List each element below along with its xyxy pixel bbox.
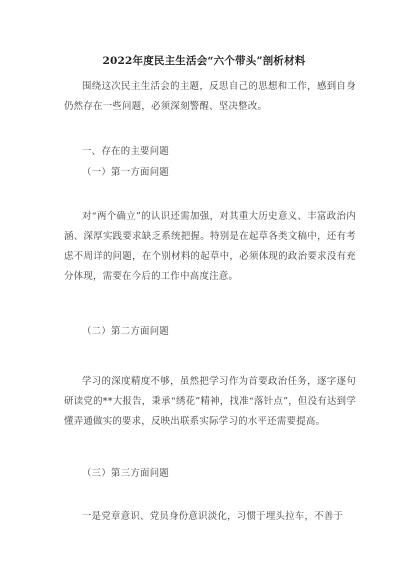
subsection-2-heading: （二）第二方面问题 xyxy=(82,326,170,337)
section-heading: 一、存在的主要问题 xyxy=(82,146,170,157)
subsection-1-heading: （一）第一方面问题 xyxy=(82,167,170,178)
subsection-3-paragraph: 一是党章意识、党员身份意识淡化，习惯于埋头拉车，不善于 xyxy=(82,511,344,522)
subsection-3-heading: （三）第三方面问题 xyxy=(82,468,170,479)
intro-paragraph: 围绕这次民主生活会的主题，反思自己的思想和工作，感到自身仍然存在一些问题，必须深刻警醒、坚决整改。 xyxy=(64,81,356,112)
document-title: 2022年度民主生活会“六个带头”剖析材料 xyxy=(102,55,306,67)
subsection-1-paragraph: 对“两个确立”的认识还需加强，对其重大历史意义、丰富政治内涵、深厚实践要求缺乏系统把握。特别是在起草各类文稿中，还有考虑不周详的问题，在个别材料的起草中，必须体现的政治要求没有充分体现，需要在今后的工作中高度注意。 xyxy=(64,211,356,282)
subsection-2-paragraph: 学习的深度精度不够，虽然把学习作为首要政治任务，逐字逐句研读党的**大报告，秉承“绣花”精神，找准“落针点”，但没有达到学懂弄通做实的要求，反映出联系实际学习的水平还需要提高。 xyxy=(64,376,356,427)
